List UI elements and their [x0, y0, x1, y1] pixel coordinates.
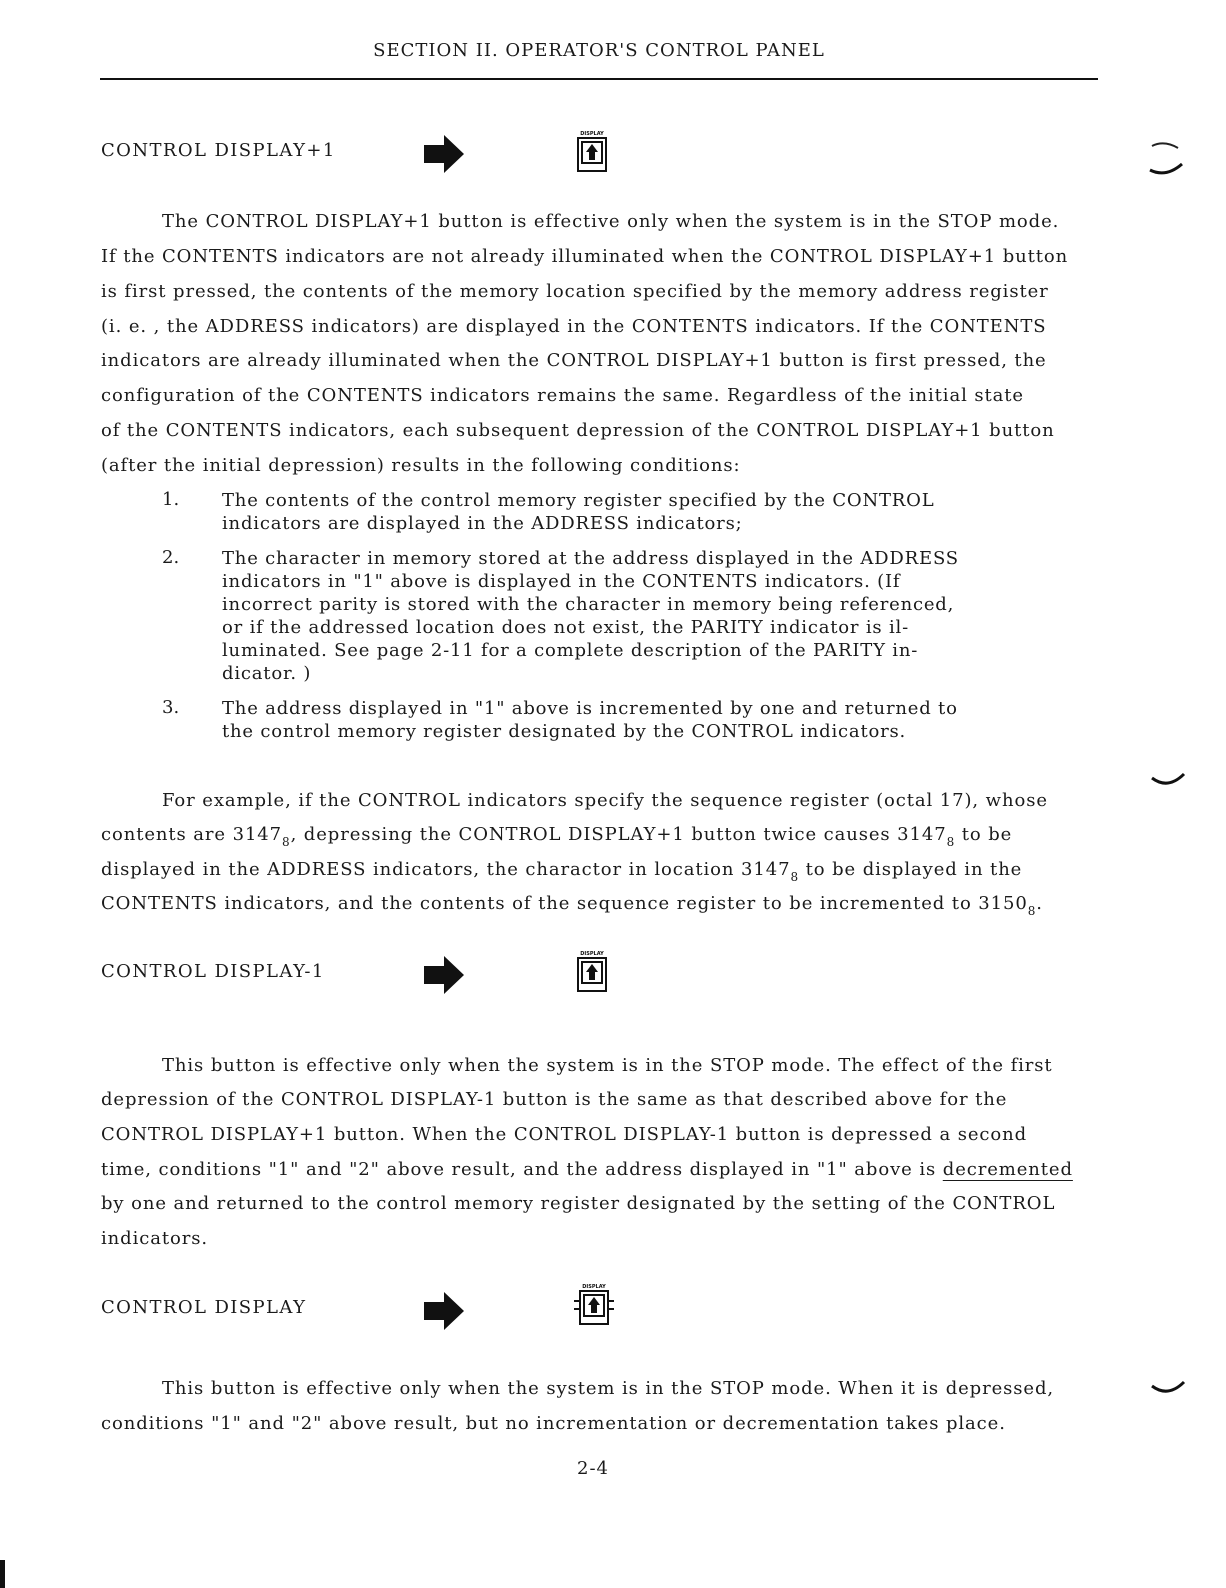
text-run: to be displayed in the — [798, 859, 1023, 880]
list-item-line: indicators in "1" above is displayed in the CONTENTS indicators. (If — [222, 571, 901, 592]
display-button-icon-label: DISPLAY — [580, 951, 604, 957]
margin-mark-icon — [1150, 1376, 1186, 1400]
section-title-control-display-minus-1: CONTROL DISPLAY-1 — [101, 961, 325, 982]
paragraph-line: configuration of the CONTENTS indicators remains the same. Regardless of the initial state — [101, 385, 1024, 406]
right-arrow-icon — [424, 1292, 464, 1330]
list-item-line: The address displayed in "1" above is incremented by one and returned to — [222, 698, 958, 719]
header-rule — [100, 78, 1098, 80]
list-item-number: 3. — [162, 697, 180, 718]
right-arrow-icon — [424, 135, 464, 173]
display-button-icon — [572, 1283, 616, 1325]
paragraph-line: of the CONTENTS indicators, each subsequent depression of the CONTROL DISPLAY+1 button — [101, 420, 1055, 441]
list-item-line: The contents of the control memory register specified by the CONTROL — [222, 490, 935, 511]
section-title-control-display-plus-1: CONTROL DISPLAY+1 — [101, 140, 336, 161]
list-item-line: luminated. See page 2-11 for a complete description of the PARITY in- — [222, 640, 919, 661]
edge-mark — [0, 1560, 5, 1588]
paragraph-line — [101, 893, 1043, 918]
list-item-line: the control memory register designated by the CONTROL indicators. — [222, 721, 907, 742]
list-item-text — [222, 489, 934, 535]
octal-subscript: 8 — [790, 870, 799, 884]
text-run: to be — [955, 824, 1013, 845]
right-arrow-icon — [424, 956, 464, 994]
paragraph-line: This button is effective only when the system is in the STOP mode. When it is depressed, — [162, 1378, 1055, 1399]
display-button-icon — [572, 950, 612, 992]
list-item-number: 1. — [162, 489, 180, 510]
text-run: contents are 3147 — [101, 824, 283, 845]
list-item-line: or if the addressed location does not exist, the PARITY indicator is il- — [222, 617, 909, 638]
list-item-number: 2. — [162, 547, 180, 568]
section-title-control-display: CONTROL DISPLAY — [101, 1297, 307, 1318]
list-item-line: dicator. ) — [222, 663, 312, 684]
text-run: . — [1036, 893, 1043, 914]
paragraph-line: (i. e. , the ADDRESS indicators) are displayed in the CONTENTS indicators. If the CONTENTS — [101, 316, 1047, 337]
display-button-icon-label: DISPLAY — [582, 1284, 606, 1290]
paragraph-line: If the CONTENTS indicators are not already illuminated when the CONTROL DISPLAY+1 button — [101, 246, 1069, 267]
list-item-text — [222, 697, 958, 743]
paragraph-line: is first pressed, the contents of the memory location specified by the memory address register — [101, 281, 1049, 302]
paragraph-line: indicators are already illuminated when the CONTROL DISPLAY+1 button is first pressed, the — [101, 350, 1047, 371]
paragraph-line: (after the initial depression) results in the following conditions: — [101, 455, 741, 476]
paragraph-line: by one and returned to the control memory register designated by the setting of the CONTROL — [101, 1193, 1056, 1214]
paragraph-line: This button is effective only when the system is in the STOP mode. The effect of the first — [162, 1055, 1053, 1076]
paragraph-line — [101, 824, 1013, 849]
paragraph-line: conditions "1" and "2" above result, but no incrementation or decrementation takes place. — [101, 1413, 1006, 1434]
page-header: SECTION II. OPERATOR'S CONTROL PANEL — [373, 40, 825, 61]
page-number: 2-4 — [577, 1458, 609, 1479]
text-run: CONTENTS indicators, and the contents of the sequence register to be incremented to 3150 — [101, 893, 1028, 914]
text-run: time, conditions "1" and "2" above result, and the address displayed in "1" above is — [101, 1159, 943, 1180]
paragraph-line: For example, if the CONTROL indicators specify the sequence register (octal 17), whose — [162, 790, 1048, 811]
margin-mark-icon — [1150, 768, 1186, 792]
octal-subscript: 8 — [282, 835, 291, 849]
octal-subscript: 8 — [1027, 904, 1037, 918]
margin-mark-icon — [1148, 140, 1188, 180]
display-button-icon — [572, 130, 612, 172]
list-item-text — [222, 547, 959, 685]
text-run: , depressing the CONTROL DISPLAY+1 button twice causes 3147 — [290, 824, 947, 845]
list-item-line: The character in memory stored at the address displayed in the ADDRESS — [222, 548, 959, 569]
paragraph-line: depression of the CONTROL DISPLAY-1 button is the same as that described above for the — [101, 1089, 1008, 1110]
display-button-icon-label: DISPLAY — [580, 131, 604, 137]
paragraph-line — [101, 859, 1023, 884]
paragraph-line: indicators. — [101, 1228, 208, 1249]
list-item-line: indicators are displayed in the ADDRESS indicators; — [222, 513, 743, 534]
octal-subscript: 8 — [946, 835, 956, 849]
underlined-word: decremented — [942, 1159, 1073, 1180]
paragraph-line: The CONTROL DISPLAY+1 button is effective only when the system is in the STOP mode. — [162, 211, 1060, 232]
text-run: displayed in the ADDRESS indicators, the charactor in location 3147 — [101, 859, 791, 880]
paragraph-line: CONTROL DISPLAY+1 button. When the CONTROL DISPLAY-1 button is depressed a second — [101, 1124, 1028, 1145]
list-item-line: incorrect parity is stored with the character in memory being referenced, — [222, 594, 955, 615]
paragraph-line — [101, 1159, 1073, 1180]
